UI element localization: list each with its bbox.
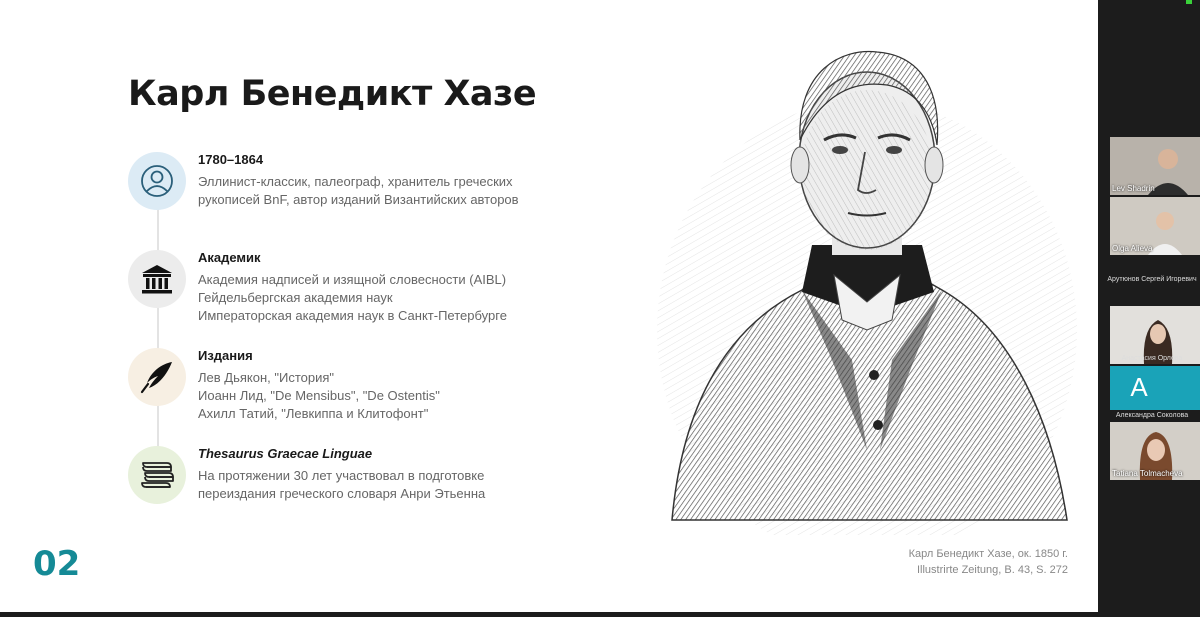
portrait-caption xyxy=(909,546,1068,578)
item-line: Императорская академия наук в Санкт-Петербурге xyxy=(198,308,507,323)
item-line: На протяжении 30 лет участвовал в подготовке xyxy=(198,468,485,483)
participant-tile[interactable] xyxy=(1110,422,1200,480)
item-description xyxy=(198,271,507,325)
item-description xyxy=(198,369,440,423)
participant-name: Анастасия Орлова xyxy=(1121,355,1183,362)
item-title: Издания xyxy=(198,348,253,363)
item-line: Академия надписей и изящной словесности (AIBL) xyxy=(198,272,507,287)
books-icon xyxy=(128,446,186,504)
item-description xyxy=(198,467,485,503)
participant-tile[interactable] xyxy=(1110,137,1200,195)
item-line: Лев Дьякон, "История" xyxy=(198,370,335,385)
item-title: 1780–1864 xyxy=(198,152,264,167)
caption-line: Illustrirte Zeitung, B. 43, S. 272 xyxy=(916,564,1068,576)
participant-tile[interactable] xyxy=(1110,197,1200,255)
participant-initial: A xyxy=(1130,372,1148,402)
participant-tile[interactable] xyxy=(1110,366,1200,410)
status-indicator xyxy=(1186,0,1192,4)
slide-title: Карл Бенедикт Хазе xyxy=(128,74,537,114)
item-line: рукописей BnF, автор изданий Византийских авторов xyxy=(198,192,519,207)
person-icon xyxy=(128,152,186,210)
item-line: Эллинист-классик, палеограф, хранитель греческих xyxy=(198,174,513,189)
portrait-engraving xyxy=(652,30,1082,535)
item-description xyxy=(198,173,519,209)
participant-name: Tatiana Tolmacheva xyxy=(1112,469,1183,478)
item-line: Гейдельбергская академия наук xyxy=(198,290,393,305)
item-line: переиздания греческого словаря Анри Этьенна xyxy=(198,486,486,501)
participant-name: Александра Соколова xyxy=(1115,412,1189,419)
quill-icon xyxy=(128,348,186,406)
caption-line: Карл Бенедикт Хазе, ок. 1850 г. xyxy=(908,548,1068,560)
participant-name[interactable]: Арутюнов Сергей Игоревич xyxy=(1107,276,1197,283)
participant-name: Olga Alieva xyxy=(1112,244,1153,253)
academy-building-icon xyxy=(128,250,186,308)
item-line: Ахилл Татий, "Левкиппа и Клитофонт" xyxy=(198,406,429,421)
participant-name: Lev Shadrin xyxy=(1112,184,1155,193)
item-title: Thesaurus Graecae Linguae xyxy=(198,446,373,461)
page-number: 02 xyxy=(33,544,81,584)
item-title: Академик xyxy=(198,250,261,265)
participants-sidebar xyxy=(1104,0,1200,617)
item-line: Иоанн Лид, "De Mensibus", "De Ostentis" xyxy=(198,388,440,403)
timeline-line xyxy=(157,205,159,455)
